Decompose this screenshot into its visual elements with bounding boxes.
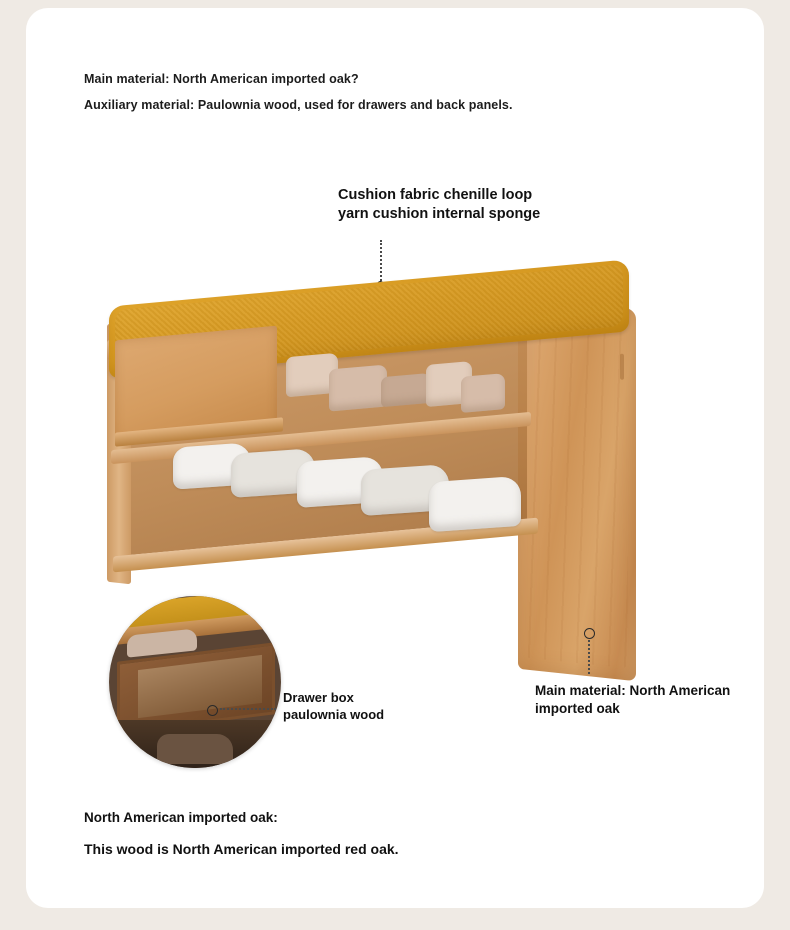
spec-main-material: Main material: North American imported oak?	[84, 72, 359, 86]
callout-drawer-line1: Drawer box	[283, 690, 354, 705]
product-detail-card	[26, 8, 764, 908]
side-panel-notch	[620, 354, 624, 380]
shelf-shoe-item	[429, 476, 521, 532]
callout-drawer-line2: paulownia wood	[283, 706, 385, 722]
spec-top-block	[84, 70, 584, 122]
callout-cushion	[338, 186, 598, 223]
spec-bottom-block	[84, 810, 684, 857]
spec-auxiliary-material: Auxiliary material: Paulownia wood, used for drawers and back panels.	[84, 98, 513, 113]
spec-oak-heading: North American imported oak:	[84, 810, 278, 825]
inset-shoe-bottom	[157, 734, 233, 764]
spec-oak-body: This wood is North American imported red oak.	[84, 841, 399, 857]
callout-oak-line1: Main material: North American	[535, 683, 731, 698]
callout-oak-line2: imported oak	[535, 700, 620, 716]
callout-cushion-line2: yarn cushion internal sponge	[338, 205, 541, 222]
shelf-shoe-item	[329, 364, 387, 411]
drawer-detail-inset-photo	[109, 596, 281, 768]
callout-cushion-line1: Cushion fabric chenille loop	[338, 187, 533, 203]
callout-drawer-leader-line	[220, 708, 276, 710]
callout-drawer-box	[283, 690, 463, 724]
shelf-shoe-item	[381, 373, 431, 407]
callout-oak-leader-line	[588, 640, 590, 674]
shelf-shoe-item	[461, 373, 505, 413]
callout-drawer-anchor-dot	[207, 705, 218, 716]
callout-oak-anchor-dot	[584, 628, 595, 639]
callout-main-material	[535, 682, 764, 718]
bench-side-panel-oak	[518, 297, 636, 681]
